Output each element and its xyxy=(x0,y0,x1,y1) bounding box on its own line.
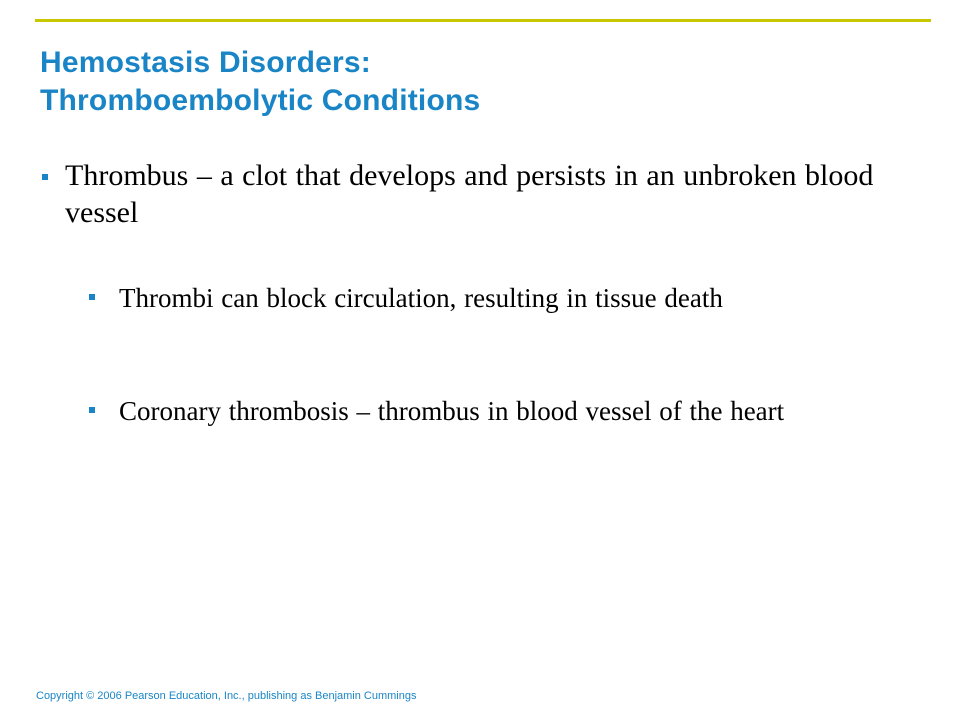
subbullet-text: Coronary thrombosis – thrombus in blood vessel of the heart xyxy=(119,396,785,426)
square-bullet-icon xyxy=(89,407,95,413)
bullet-text: Thrombus – a clot that develops and persists in an unbroken blood vessel xyxy=(65,159,874,229)
slide-title-line-2: Thromboembolytic Conditions xyxy=(40,84,481,117)
bullet-thrombus xyxy=(42,157,902,231)
subbullet-text: Thrombi can block circulation, resulting in tissue death xyxy=(119,283,723,313)
slide-title-line-1: Hemostasis Disorders: xyxy=(40,46,371,79)
slide-title xyxy=(40,44,920,120)
subbullet-thrombi-block xyxy=(89,280,899,316)
square-bullet-icon xyxy=(42,174,48,180)
top-accent-rule xyxy=(35,19,931,22)
square-bullet-icon xyxy=(89,294,95,300)
subbullet-coronary-thrombosis xyxy=(89,393,899,429)
copyright-footer: Copyright © 2006 Pearson Education, Inc., publishing as Benjamin Cummings xyxy=(36,690,417,702)
